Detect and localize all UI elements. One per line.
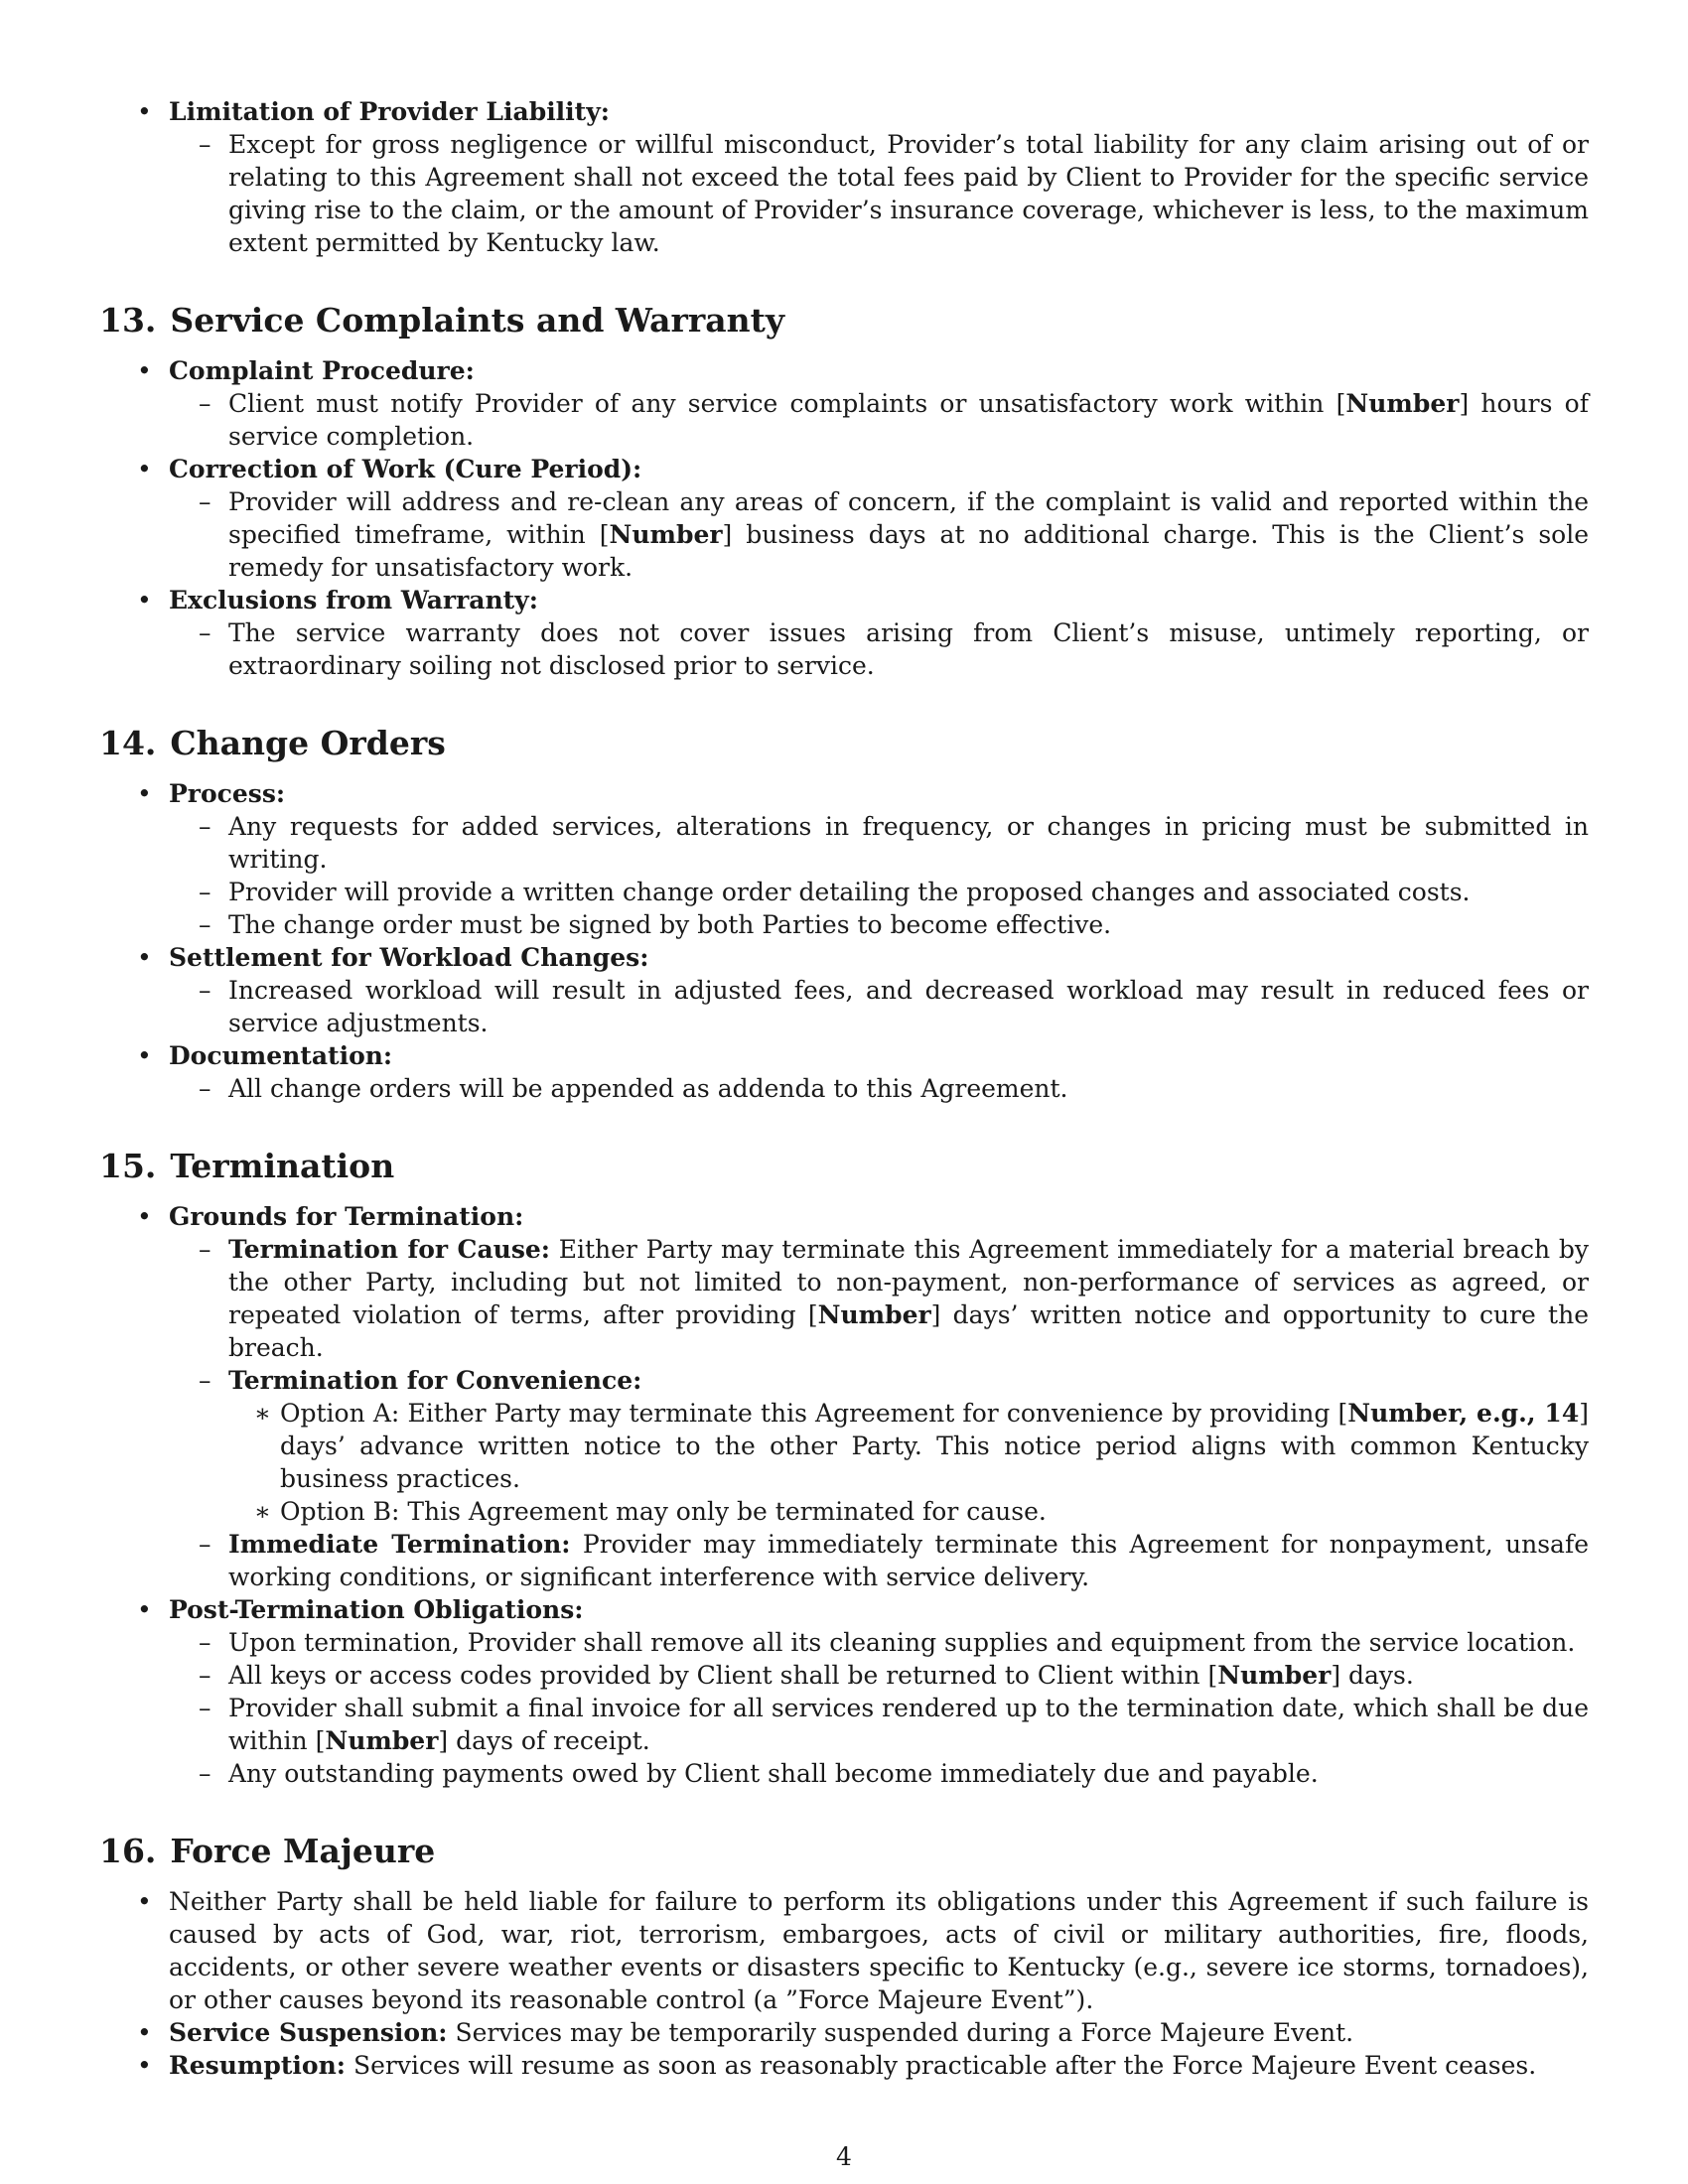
settlement-item (99, 941, 1589, 1039)
placeholder-number: Number (1345, 389, 1460, 418)
post-termination-item (99, 1593, 1589, 1790)
section-13-number: 13. (99, 301, 157, 340)
placeholder-number: Number, e.g., 14 (1347, 1399, 1580, 1428)
termination-for-cause: – Termination for Cause: Either Party may terminate this Agreement immediately for a material breach by the other Party, including but not limited to non-payment, non-performance of services as agreed, or repeated violation of terms, after providing [Number] days’ written notice and opportunity to cure the breach. (169, 1233, 1589, 1364)
section-15-title (99, 1147, 1589, 1186)
page-content (99, 95, 1589, 2082)
section-13-title-text: Service Complaints and Warranty (170, 301, 785, 340)
section-15-number: 15. (99, 1147, 157, 1185)
section-15-title-text: Termination (170, 1147, 395, 1185)
service-suspension-item: • Service Suspension: Services may be temporarily suspended during a Force Majeure Event. (99, 2016, 1589, 2049)
section-13-list (99, 354, 1589, 682)
exclusions-heading: Exclusions from Warranty: (169, 586, 538, 614)
exclusions-text: – The service warranty does not cover issues arising from Client’s misuse, untimely reporting, or extraordinary soiling not disclosed prior to service. (169, 616, 1589, 682)
section-14-number: 14. (99, 724, 157, 762)
force-majeure-text: • Neither Party shall be held liable for failure to perform its obligations under this Agreement if such failure is caused by acts of God, war, riot, terrorism, embargoes, acts of civil or military authorities, fire, floods, accidents, or other severe weather events or disasters specific to Kentucky (e.g., severe ice storms, tornadoes), or other causes beyond its reasonable control (a ”Force Majeure Event”). (99, 1885, 1589, 2016)
complaint-procedure-heading: Complaint Procedure: (169, 356, 475, 385)
placeholder-number: Number (609, 520, 723, 549)
settlement-text: – Increased workload will result in adjusted fees, and decreased workload may result in reduced fees or service adjustments. (169, 974, 1589, 1039)
immediate-termination: – Immediate Termination: Provider may immediately terminate this Agreement for nonpayment, unsafe working conditions, or significant interference with service delivery. (169, 1528, 1589, 1593)
complaint-procedure-text: – Client must notify Provider of any service complaints or unsatisfactory work within [Number] hours of service completion. (169, 387, 1589, 453)
exclusions-item (99, 584, 1589, 682)
documentation-heading: Documentation: (169, 1041, 393, 1070)
liability-list (99, 95, 1589, 259)
placeholder-number: Number (817, 1300, 931, 1329)
post-termination-obligation: – Upon termination, Provider shall remove all its cleaning supplies and equipment from the service location. (169, 1626, 1589, 1659)
grounds-item (99, 1200, 1589, 1593)
section-16-list (99, 1885, 1589, 2082)
section-16-title-text: Force Majeure (170, 1832, 436, 1870)
placeholder-number: Number (325, 1726, 439, 1755)
section-16-number: 16. (99, 1832, 157, 1870)
process-item (99, 777, 1589, 941)
resumption-item: • Resumption: Services will resume as soon as reasonably practicable after the Force Majeure Event ceases. (99, 2049, 1589, 2082)
placeholder-number: Number (1217, 1661, 1332, 1690)
complaint-procedure-item (99, 354, 1589, 453)
option-b: ∗ Option B: This Agreement may only be terminated for cause. (228, 1495, 1589, 1528)
post-termination-heading: Post-Termination Obligations: (169, 1595, 584, 1624)
process-step: – The change order must be signed by both Parties to become effective. (169, 908, 1589, 941)
process-heading: Process: (169, 779, 286, 808)
process-step: – Any requests for added services, alterations in frequency, or changes in pricing must be submitted in writing. (169, 810, 1589, 876)
documentation-text: – All change orders will be appended as addenda to this Agreement. (169, 1072, 1589, 1105)
correction-of-work-heading: Correction of Work (Cure Period): (169, 455, 642, 483)
post-termination-obligation: – All keys or access codes provided by Client shall be returned to Client within [Number] days. (169, 1659, 1589, 1692)
section-14-title-text: Change Orders (170, 724, 446, 762)
grounds-heading: Grounds for Termination: (169, 1202, 524, 1231)
section-14-title (99, 724, 1589, 763)
option-a: ∗ Option A: Either Party may terminate this Agreement for convenience by providing [Number, e.g., 14] days’ advance written notice to the other Party. This notice period aligns with common Kentucky business practices. (228, 1397, 1589, 1495)
liability-item (99, 95, 1589, 259)
section-13-title (99, 301, 1589, 341)
correction-of-work-text: – Provider will address and re-clean any areas of concern, if the complaint is valid and reported within the specified timeframe, within [Number] business days at no additional charge. This is the Client’s sole remedy for unsatisfactory work. (169, 485, 1589, 584)
section-14-list (99, 777, 1589, 1105)
post-termination-obligation: – Any outstanding payments owed by Client shall become immediately due and payable. (169, 1757, 1589, 1790)
correction-of-work-item (99, 453, 1589, 584)
process-step: – Provider will provide a written change order detailing the proposed changes and associated costs. (169, 876, 1589, 908)
liability-text: – Except for gross negligence or willful misconduct, Provider’s total liability for any claim arising out of or relating to this Agreement shall not exceed the total fees paid by Client to Provider for the specific service giving rise to the claim, or the amount of Provider’s insurance coverage, whichever is less, to the maximum extent permitted by Kentucky law. (169, 128, 1589, 259)
settlement-heading: Settlement for Workload Changes: (169, 943, 649, 972)
liability-heading: Limitation of Provider Liability: (169, 97, 610, 126)
documentation-item (99, 1039, 1589, 1105)
page-number: 4 (836, 2142, 852, 2171)
post-termination-obligation: – Provider shall submit a final invoice for all services rendered up to the termination date, which shall be due within [Number] days of receipt. (169, 1692, 1589, 1757)
section-16-title (99, 1832, 1589, 1871)
termination-for-convenience: – Termination for Convenience: ∗ Option A: Either Party may terminate this Agreement for convenience by providing [Number, e.g., 14] days’ advance written notice to the other Party. This notice period aligns with common Kentucky business practices. ∗ Option B: This Agreement may only be terminated for cause. (169, 1364, 1589, 1528)
section-15-list (99, 1200, 1589, 1790)
